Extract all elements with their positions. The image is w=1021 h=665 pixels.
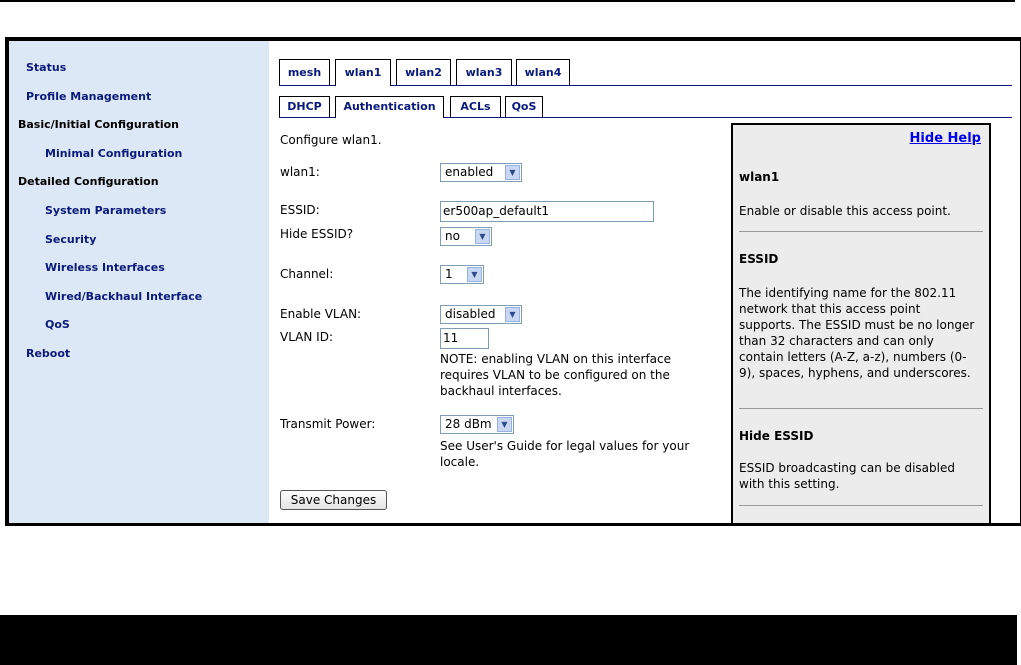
- help-text-wlan1: Enable or disable this access point.: [739, 204, 951, 218]
- chevron-down-icon: ▼: [505, 307, 520, 322]
- sidebar-item-minimal-configuration[interactable]: Minimal Configuration: [45, 147, 183, 160]
- hide-essid-label: Hide ESSID?: [280, 227, 354, 241]
- sidebar-item-wired-backhaul-interface[interactable]: Wired/Backhaul Interface: [45, 290, 203, 303]
- help-text-essid: The identifying name for the 802.11 network that this access point supports. The ESSID must be no longer than 32 characters and can only contain letters (A-Z, a-z), numbers (0-9), spaces, hyphens, and underscores.: [739, 286, 975, 380]
- chevron-down-icon: ▼: [497, 417, 512, 432]
- help-divider: [739, 505, 983, 506]
- tab-wlan1[interactable]: wlan1: [335, 59, 391, 86]
- help-panel: [731, 123, 991, 526]
- vlan-note: NOTE: enabling VLAN on this interface requires VLAN to be configured on the backhaul interfaces.: [440, 352, 672, 398]
- subtabs: [279, 96, 1012, 118]
- vlan-select-value: disabled: [445, 307, 496, 321]
- sidebar-item-qos[interactable]: QoS: [45, 318, 70, 331]
- tab-dhcp[interactable]: DHCP: [279, 96, 330, 117]
- sidebar-item-wireless-interfaces[interactable]: Wireless Interfaces: [45, 261, 165, 274]
- help-text-hide-essid: ESSID broadcasting can be disabled with this setting.: [739, 461, 955, 491]
- form-intro: Configure wlan1.: [280, 133, 382, 147]
- chevron-down-icon: ▼: [475, 229, 490, 244]
- vlan-select[interactable]: [440, 305, 522, 324]
- sidebar-section-detailed-configuration: Detailed Configuration: [18, 175, 159, 188]
- chevron-down-icon: ▼: [467, 267, 482, 282]
- wlan-select[interactable]: [440, 163, 522, 182]
- help-title-wlan1: wlan1: [739, 170, 780, 184]
- hide-essid-select[interactable]: [440, 227, 492, 246]
- channel-select[interactable]: [440, 265, 484, 284]
- transmit-power-select-value: 28 dBm: [445, 417, 492, 431]
- sidebar-item-profile-management[interactable]: Profile Management: [26, 90, 152, 103]
- vlan-label: Enable VLAN:: [280, 307, 362, 321]
- sidebar-section-basic-configuration: Basic/Initial Configuration: [18, 118, 179, 131]
- wlan-label: wlan1:: [280, 165, 320, 179]
- save-changes-button[interactable]: Save Changes: [280, 490, 387, 510]
- tab-wlan4[interactable]: wlan4: [516, 59, 570, 85]
- wlan-select-value: enabled: [445, 165, 494, 179]
- help-title-hide-essid: Hide ESSID: [739, 429, 814, 443]
- sidebar-item-reboot[interactable]: Reboot: [26, 347, 71, 360]
- vlan-id-label: VLAN ID:: [280, 330, 333, 344]
- hide-help-link[interactable]: Hide Help: [909, 131, 981, 146]
- sidebar-item-status[interactable]: Status: [26, 61, 67, 74]
- tab-mesh[interactable]: mesh: [279, 59, 330, 85]
- transmit-power-label: Transmit Power:: [280, 417, 376, 431]
- interface-tabs: [279, 59, 1012, 86]
- sidebar: [9, 41, 269, 523]
- bottom-bar: [0, 615, 1017, 665]
- tab-wlan3[interactable]: wlan3: [456, 59, 512, 85]
- main-content: [269, 41, 1020, 523]
- channel-select-value: 1: [445, 267, 453, 281]
- help-divider: [739, 231, 983, 232]
- config-window: [5, 37, 1021, 526]
- essid-input[interactable]: er500ap_default1: [440, 201, 654, 222]
- top-rule: [0, 0, 1015, 2]
- tab-qos[interactable]: QoS: [505, 96, 543, 117]
- channel-label: Channel:: [280, 267, 334, 281]
- tab-authentication[interactable]: Authentication: [335, 96, 444, 118]
- sidebar-item-security[interactable]: Security: [45, 233, 97, 246]
- transmit-power-select[interactable]: [440, 415, 514, 434]
- transmit-power-note: See User's Guide for legal values for your locale.: [440, 439, 690, 469]
- hide-essid-select-value: no: [445, 229, 460, 243]
- tab-acls[interactable]: ACLs: [450, 96, 501, 117]
- help-title-essid: ESSID: [739, 252, 779, 266]
- help-divider: [739, 408, 983, 409]
- sidebar-item-system-parameters[interactable]: System Parameters: [45, 204, 167, 217]
- vlan-id-input[interactable]: 11: [440, 328, 489, 349]
- chevron-down-icon: ▼: [505, 165, 520, 180]
- tab-wlan2[interactable]: wlan2: [396, 59, 451, 85]
- essid-label: ESSID:: [280, 203, 320, 217]
